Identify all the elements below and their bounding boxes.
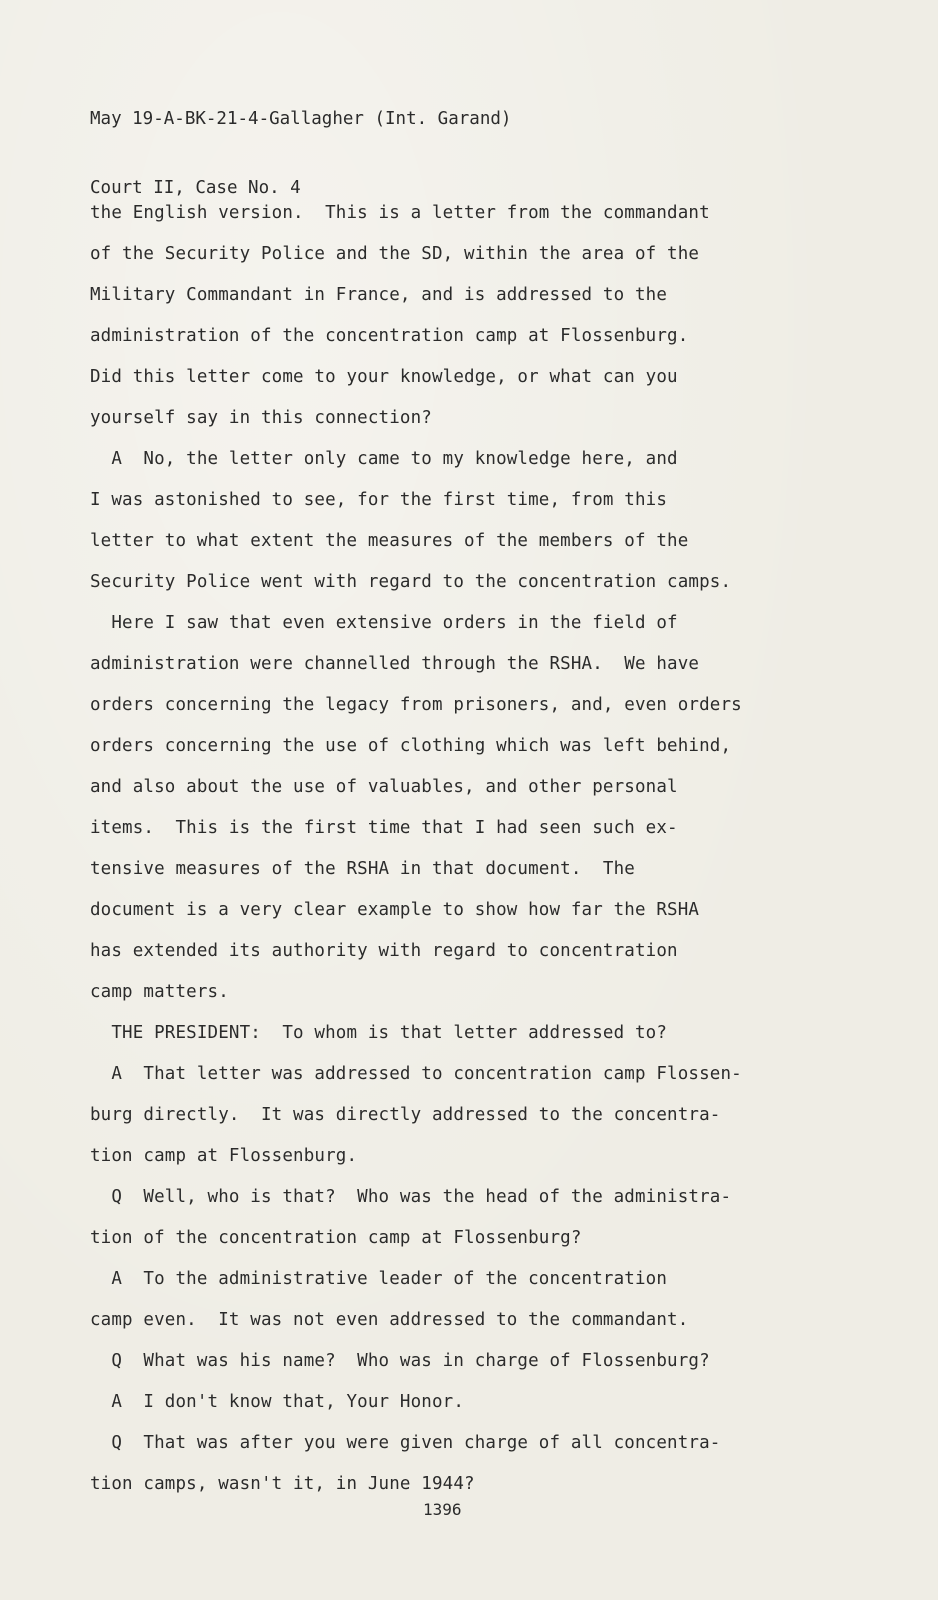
transcript-line: yourself say in this connection?: [90, 408, 432, 428]
transcript-line: THE PRESIDENT: To whom is that letter addressed to?: [90, 1023, 668, 1043]
transcript-line: A No, the letter only came to my knowledge here, and: [90, 449, 678, 469]
page-number: 1396: [423, 1500, 462, 1519]
transcript-line: items. This is the first time that I had seen such ex-: [90, 818, 678, 838]
transcript-line: tion camps, wasn't it, in June 1944?: [90, 1474, 475, 1494]
transcript-line: Military Commandant in France, and is addressed to the: [90, 285, 668, 305]
transcript-line: Here I saw that even extensive orders in the field of: [90, 613, 678, 633]
transcript-line: A To the administrative leader of the concentration: [90, 1269, 668, 1289]
transcript-line: Did this letter come to your knowledge, or what can you: [90, 367, 678, 387]
transcript-line: letter to what extent the measures of the members of the: [90, 531, 689, 551]
transcript-line: camp matters.: [90, 982, 229, 1002]
transcript-line: tensive measures of the RSHA in that document. The: [90, 859, 635, 879]
transcript-line: of the Security Police and the SD, within the area of the: [90, 244, 700, 264]
header-line-1: May 19-A-BK-21-4-Gallagher (Int. Garand): [90, 109, 512, 129]
transcript-body: [90, 200, 890, 1512]
transcript-line: document is a very clear example to show how far the RSHA: [90, 900, 700, 920]
transcript-line: tion of the concentration camp at Flossenburg?: [90, 1228, 582, 1248]
transcript-line: Security Police went with regard to the concentration camps.: [90, 572, 732, 592]
transcript-line: camp even. It was not even addressed to the commandant.: [90, 1310, 689, 1330]
transcript-line: orders concerning the use of clothing which was left behind,: [90, 736, 732, 756]
transcript-line: administration were channelled through the RSHA. We have: [90, 654, 700, 674]
transcript-line: the English version. This is a letter from the commandant: [90, 203, 710, 223]
transcript-line: A That letter was addressed to concentration camp Flossen-: [90, 1064, 742, 1084]
transcript-line: and also about the use of valuables, and other personal: [90, 777, 678, 797]
transcript-line: Q That was after you were given charge of all concentra-: [90, 1433, 721, 1453]
transcript-line: A I don't know that, Your Honor.: [90, 1392, 465, 1412]
transcript-line: I was astonished to see, for the first time, from this: [90, 490, 668, 510]
transcript-line: administration of the concentration camp at Flossenburg.: [90, 326, 689, 346]
transcript-line: orders concerning the legacy from prisoners, and, even orders: [90, 695, 742, 715]
transcript-line: burg directly. It was directly addressed to the concentra-: [90, 1105, 721, 1125]
transcript-line: tion camp at Flossenburg.: [90, 1146, 358, 1166]
transcript-line: Q Well, who is that? Who was the head of the administra-: [90, 1187, 732, 1207]
transcript-line: Q What was his name? Who was in charge of Flossenburg?: [90, 1351, 710, 1371]
transcript-line: has extended its authority with regard to concentration: [90, 941, 678, 961]
header-line-2: Court II, Case No. 4: [90, 178, 301, 198]
